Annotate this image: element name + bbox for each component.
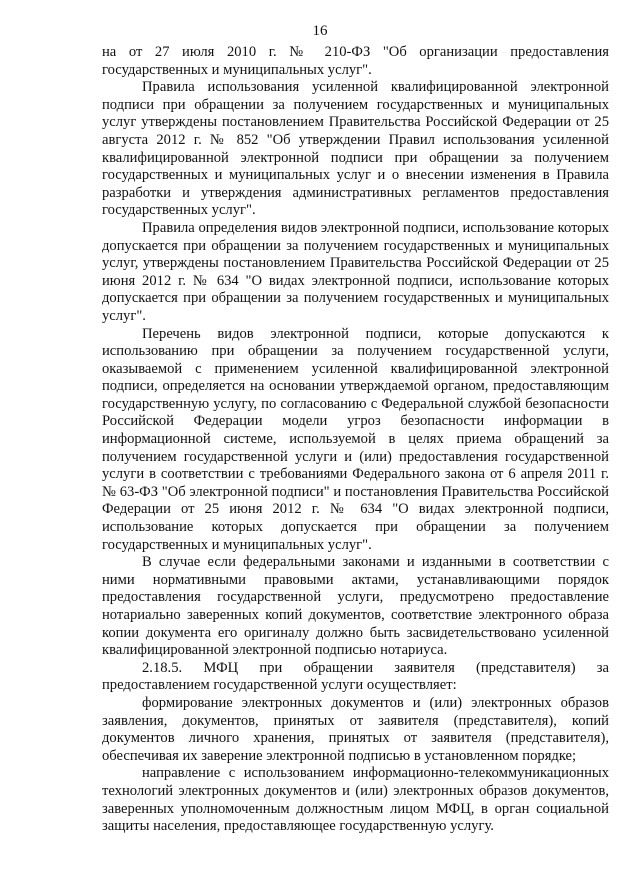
- paragraph-qualified-signature-rules: Правила использования усиленной квалифицированной электронной подписи при обращении за получением государственных и муниципальных услуг утверждены постановлением Правительства Российской Федерации от 25 августа 2012 г. № 852 "Об утверждении Правил использования усиленной квалифицированной электронной подписи при обращении за получением государственных и муниципальных услуг и о внесении изменения в Правила разработки и утверждения административных регламентов предоставления государственных услуг".: [102, 79, 609, 219]
- paragraph-mfc-duties: 2.18.5. МФЦ при обращении заявителя (представителя) за предоставлением государственной услуги осуществляет:: [102, 659, 609, 694]
- document-body: [102, 44, 609, 836]
- paragraph-mfc-duty-sending: направление с использованием информационно-телекоммуникационных технологий электронных документов и (или) электронных образов документов, заверенных уполномоченным должностным лицом МФЦ, в орган социальной защиты населения, предоставляющее государственную услугу.: [102, 765, 609, 835]
- paragraph-signature-types-rules: Правила определения видов электронной подписи, использование которых допускается при обращении за получением государственных и муниципальных услуг, утверждены постановлением Правительства Российской Федерации от 25 июня 2012 г. № 634 "О видах электронной подписи, использование которых допускается при обращении за получением государственных и муниципальных услуг".: [102, 219, 609, 324]
- paragraph-notarized-copies: В случае если федеральными законами и изданными в соответствии с ними нормативными правовыми актами, устанавливающими порядок предоставления государственной услуги, предусмотрено предоставление нотариально заверенных копий документов, соответствие электронного образа копии документа его оригиналу должно быть засвидетельствовано усиленной квалифицированной электронной подписью нотариуса.: [102, 554, 609, 659]
- paragraph-continuation: на от 27 июля 2010 г. № 210-ФЗ "Об организации предоставления государственных и муниципальных услуг".: [102, 44, 609, 78]
- paragraph-mfc-duty-forming: формирование электронных документов и (или) электронных образов заявления, документов, принятых от заявителя (представителя), копий документов личного хранения, принятых от заявителя (представителя), обеспечивая их заверение электронной подписью в установленном порядке;: [102, 694, 609, 764]
- paragraph-signature-types-list: Перечень видов электронной подписи, которые допускаются к использованию при обращении за получением государственной услуги, оказываемой с применением усиленной квалифицированной электронной подписи, определяется на основании утверждаемой органом, предоставляющим государственную услугу, по согласованию с Федеральной службой безопасности Российской Федерации модели угроз безопасности информации в информационной системе, используемой в целях приема обращений за получением государственной услуги и (или) предоставления государственной услуги в соответствии с требованиями Федерального закона от 6 апреля 2011 г. № 63-ФЗ "Об электронной подписи" и постановления Правительства Российской Федерации от 25 июня 2012 г. № 634 "О видах электронной подписи, использование которых допускается при обращении за получением государственных и муниципальных услуг".: [102, 325, 609, 553]
- page-number: 16: [312, 23, 328, 39]
